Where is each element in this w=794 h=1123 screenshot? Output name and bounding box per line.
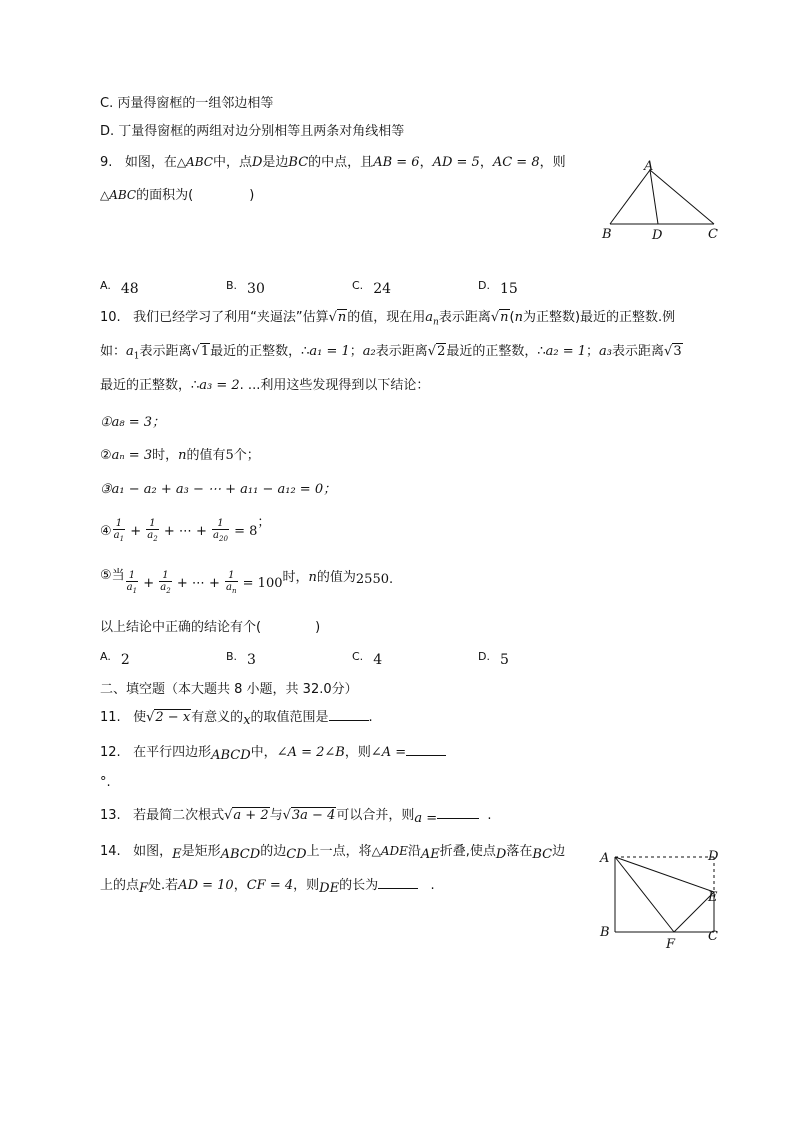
q10-n: n <box>308 570 317 585</box>
q14-side-de: DE <box>319 881 340 896</box>
q14-point-e: E <box>172 847 182 862</box>
q10-text: 最近的正整数，∴ <box>446 344 546 359</box>
q12-text: 在平行四边形 <box>133 745 212 760</box>
q10-conclusion-2 <box>100 447 260 465</box>
q13-number: 13. <box>100 808 121 823</box>
q12-parallelogram: ABCD <box>211 748 251 763</box>
q10-text: 如： <box>100 344 127 359</box>
option-value: 15 <box>499 281 518 297</box>
frac-1-a1: $\frac{1}{a_1}$ <box>113 518 125 543</box>
q12-number: 12. <box>100 745 121 760</box>
q10-text: 为正整数)最近的正整数.例 <box>522 310 676 325</box>
q12-line <box>100 743 446 762</box>
q14-line2 <box>100 876 435 895</box>
q10-sqrt-1: 1 <box>200 344 210 359</box>
option-key: C. <box>352 279 364 292</box>
q10-a3: a₃ <box>599 344 613 359</box>
q14-text: ，则 <box>293 878 320 893</box>
q10-text: ( <box>509 310 515 325</box>
q9-text: ) <box>249 188 255 203</box>
q10-conclusion-3: ③a₁ − a₂ + a₃ − ⋯ + a₁₁ − a₁₂ = 0； <box>100 482 337 497</box>
q9-eq-ad: AD = 5 <box>432 155 480 170</box>
q10-text: ② <box>100 448 112 463</box>
option-key: B. <box>226 279 238 292</box>
q9-line2 <box>100 186 254 205</box>
q10-text: 的值，现在用 <box>347 310 426 325</box>
q10-conclusion-1: ①a₈ = 3； <box>100 415 166 430</box>
q13-line: 13. 若最简二次根式√a + 2与√3a − 4可以合并，则a = . <box>100 808 492 826</box>
q11-line: 11. 使√2 − x有意义的x的取值范围是 . <box>100 710 373 728</box>
label-b: B <box>600 925 610 940</box>
label-a: A <box>600 851 610 866</box>
q14-rectangle-figure <box>596 846 736 951</box>
median-ad <box>650 170 658 224</box>
label-d: D <box>708 849 719 864</box>
q10-text: ④ <box>100 524 112 539</box>
q12-eq: ∠A = 2∠B <box>276 745 345 760</box>
q10-sqrt-3: 3 <box>673 344 682 359</box>
label-b: B <box>602 227 612 242</box>
q10-text: 表示距离 <box>375 344 428 359</box>
q9-triangle-figure <box>598 158 728 248</box>
answer-blank[interactable] <box>329 708 369 721</box>
q9-option-a[interactable] <box>100 277 139 297</box>
q14-text: 上的点 <box>100 878 140 893</box>
q13-text: 与 <box>269 808 283 823</box>
q10-text: ； <box>586 344 600 359</box>
q9-eq-ac: AC = 8 <box>492 155 540 170</box>
q11-number: 11. <box>100 710 121 725</box>
q9-option-b[interactable] <box>226 277 265 297</box>
q10-text: 以上结论中正确的结论有个( <box>100 620 262 635</box>
q14-text: 如图， <box>133 844 173 859</box>
q11-text: 的取值范围是 <box>250 710 329 725</box>
q10-sqrt-n: n <box>337 310 347 325</box>
q10-value: 2550 <box>355 572 389 587</box>
q10-eq: = 8 <box>234 524 258 539</box>
q13-text: 若最简二次根式 <box>133 808 225 823</box>
q14-number: 14. <box>100 844 121 859</box>
q9-option-c[interactable] <box>352 277 392 297</box>
q13-text: . <box>487 808 492 823</box>
q14-text: 折叠,使点 <box>439 844 496 859</box>
q9-triangle: △ABC <box>176 155 213 169</box>
q10-text: ) <box>315 620 321 635</box>
q14-eq: CF = 4 <box>246 878 294 893</box>
q11-text: 有意义的 <box>191 710 244 725</box>
q12-text: 中， <box>250 745 277 760</box>
option-key: D. <box>478 279 490 292</box>
q10-line2: 如：$a_1$表示距离√1最近的正整数，∴a₁ = 1；a₂表示距离√2最近的正整数，∴a₂ = 1；a₃表示距离√3 <box>100 344 682 362</box>
q10-text: 最近的正整数，∴ <box>210 344 310 359</box>
answer-blank[interactable] <box>437 806 479 819</box>
q13-radicand-1: a + 2 <box>233 808 269 823</box>
option-key: B. <box>226 650 238 663</box>
q9-number: 9. <box>100 155 113 170</box>
option-value: 24 <box>373 281 392 297</box>
q10-n: n <box>178 448 187 463</box>
q10-text: 表示距离 <box>139 344 192 359</box>
q13-text: 可以合并，则 <box>336 808 415 823</box>
q9-text: 的面积为( <box>136 188 194 203</box>
q10-option-d[interactable] <box>478 648 509 668</box>
q9-text: 是边 <box>262 155 289 170</box>
q10-eq: = 100 <box>242 576 283 591</box>
option-d-text: D. 丁量得窗框的两组对边分别相等且两条对角线相等 <box>100 124 405 139</box>
q9-point-d: D <box>251 155 263 170</box>
q9-text: 的中点，且 <box>308 155 374 170</box>
label-c: C <box>708 929 718 944</box>
q10-a2: a₂ <box>362 344 376 359</box>
q10-number: 10. <box>100 310 121 325</box>
q10-conclusion-5: ⑤当 $\frac{1}{a_1}$ + $\frac{1}{a_2}$ + ⋯ + $\frac{1}{a_n}$ = 100时，n的值为2550. <box>100 568 394 595</box>
q10-text: 时， <box>282 570 309 585</box>
q14-text: . <box>430 878 435 893</box>
q14-side-cd: CD <box>286 847 307 862</box>
q14-text: 的边 <box>260 844 287 859</box>
q10-text: 的值有 <box>186 448 226 463</box>
q10-eq1: a₁ = 1 <box>309 344 350 359</box>
label-d: D <box>652 228 663 243</box>
q14-text: 处.若 <box>148 878 179 893</box>
answer-blank[interactable] <box>378 876 418 889</box>
q14-text: ， <box>233 878 247 893</box>
q10-text: . <box>389 572 394 587</box>
q9-triangle: △ABC <box>100 188 137 202</box>
q10-a: a <box>425 310 434 325</box>
q14-text: 沿 <box>407 844 421 859</box>
q14-side-bc: BC <box>532 847 553 862</box>
frac-1-an: $\frac{1}{a_n}$ <box>226 570 237 595</box>
q9-side-bc: BC <box>288 155 309 170</box>
q12-eq: ∠A = <box>370 745 407 760</box>
q14-text: 边 <box>552 844 566 859</box>
fold-ae <box>615 857 714 892</box>
label-a: A <box>644 159 654 174</box>
q11-text: 使 <box>133 710 147 725</box>
q13-radicand-2: 3a − 4 <box>291 808 336 823</box>
option-value: 48 <box>120 281 139 297</box>
q10-text: 表示距离 <box>438 310 491 325</box>
q14-rectangle: ABCD <box>220 847 261 862</box>
q10-question <box>100 619 320 637</box>
q10-text: ； <box>349 344 363 359</box>
option-key: D. <box>478 650 490 663</box>
q9-text: 中，点 <box>212 155 252 170</box>
answer-blank[interactable] <box>406 743 446 756</box>
side-ac <box>650 170 714 224</box>
q14-side-ae: AE <box>420 847 440 862</box>
q10-eq2: a₂ = 1 <box>545 344 587 359</box>
option-c-text: C. 丙量得窗框的一组邻边相等 <box>100 96 274 111</box>
q11-x: x <box>243 713 251 728</box>
q10-eq3: a₃ = 2 <box>199 378 240 393</box>
q10-text: ⑤当 <box>100 568 125 583</box>
q14-triangle: △ADE <box>371 844 408 858</box>
q14-text: 落在 <box>506 844 533 859</box>
q14-text: 的长为 <box>339 878 379 893</box>
side-ab <box>610 170 650 224</box>
option-key: A. <box>100 279 111 292</box>
option-key: A. <box>100 650 111 663</box>
option-value: 30 <box>247 281 265 297</box>
q13-eq: a = <box>414 811 438 826</box>
q10-text: 时， <box>152 448 179 463</box>
q10-a1-sub: 1 <box>133 351 140 362</box>
q12-text: ，则 <box>344 745 371 760</box>
frac-1-a20: $\frac{1}{a_{20}}$ <box>213 518 228 543</box>
option-value: 4 <box>373 652 383 668</box>
q10-text: . ...利用这些发现得到以下结论： <box>239 378 430 393</box>
label-c: C <box>708 227 718 242</box>
q14-point-d: D <box>495 847 507 862</box>
option-value: 3 <box>247 652 256 668</box>
q9-line1: 9. 如图，在△ABC中，点D是边BC的中点，且AB = 6，AD = 5，AC = 8，则 <box>100 155 566 170</box>
section-heading: 二、填空题（本大题共 8 小题，共 32.0分） <box>100 682 358 697</box>
q10-text: 最近的正整数，∴ <box>100 378 200 393</box>
q9-eq-ab: AB = 6 <box>373 155 420 170</box>
q10-a1: a <box>126 344 134 359</box>
q14-eq: AD = 10 <box>178 878 234 893</box>
q10-eq: aₙ = 3 <box>111 448 153 463</box>
frac-1-a2: $\frac{1}{a_2}$ <box>160 570 171 595</box>
label-e: E <box>708 890 718 905</box>
q10-line3 <box>100 377 429 395</box>
q10-text: 个； <box>233 448 260 463</box>
option-value: 5 <box>499 652 509 668</box>
frac-1-a1: $\frac{1}{a_1}$ <box>126 570 138 595</box>
q10-n: n <box>514 310 523 325</box>
q11-radicand: 2 − x <box>155 710 191 725</box>
q10-text: 我们已经学习了利用“夹逼法”估算 <box>133 310 329 325</box>
q9-text: 如图，在 <box>124 155 177 170</box>
q14-point-f: F <box>139 881 149 896</box>
q10-sqrt-n: n <box>500 310 509 325</box>
fold-af <box>615 857 674 932</box>
option-value: 2 <box>120 652 130 668</box>
q10-line1: 10. 我们已经学习了利用“夹逼法”估算√n的值，现在用$a_n$表示距离√n(n为正整数)最近的正整数.例 <box>100 310 676 328</box>
option-key: C. <box>352 650 364 663</box>
q10-option-b[interactable] <box>226 648 256 668</box>
q10-option-a[interactable] <box>100 648 130 668</box>
q10-count: 5 <box>225 448 234 463</box>
q14-line1 <box>100 842 565 861</box>
q9-option-d[interactable] <box>478 277 518 297</box>
q14-text: 上一点，将 <box>306 844 372 859</box>
q10-a-sub: n <box>433 317 439 328</box>
label-f: F <box>666 937 676 951</box>
q14-text: 是矩形 <box>181 844 221 859</box>
q10-conclusion-4: ④ $\frac{1}{a_1}$ + $\frac{1}{a_2}$ + ⋯ + $\frac{1}{a_{20}}$ = 8； <box>100 515 271 543</box>
q10-sqrt-2: 2 <box>437 344 446 359</box>
q10-text: 表示距离 <box>612 344 665 359</box>
frac-1-a2: $\frac{1}{a_2}$ <box>147 518 158 543</box>
q12-degree: °. <box>100 775 111 790</box>
q10-text: ； <box>257 515 271 530</box>
q9-text: ，则 <box>539 155 566 170</box>
q10-option-c[interactable] <box>352 648 383 668</box>
q10-text: 的值为 <box>316 570 356 585</box>
q11-text: . <box>368 710 373 725</box>
